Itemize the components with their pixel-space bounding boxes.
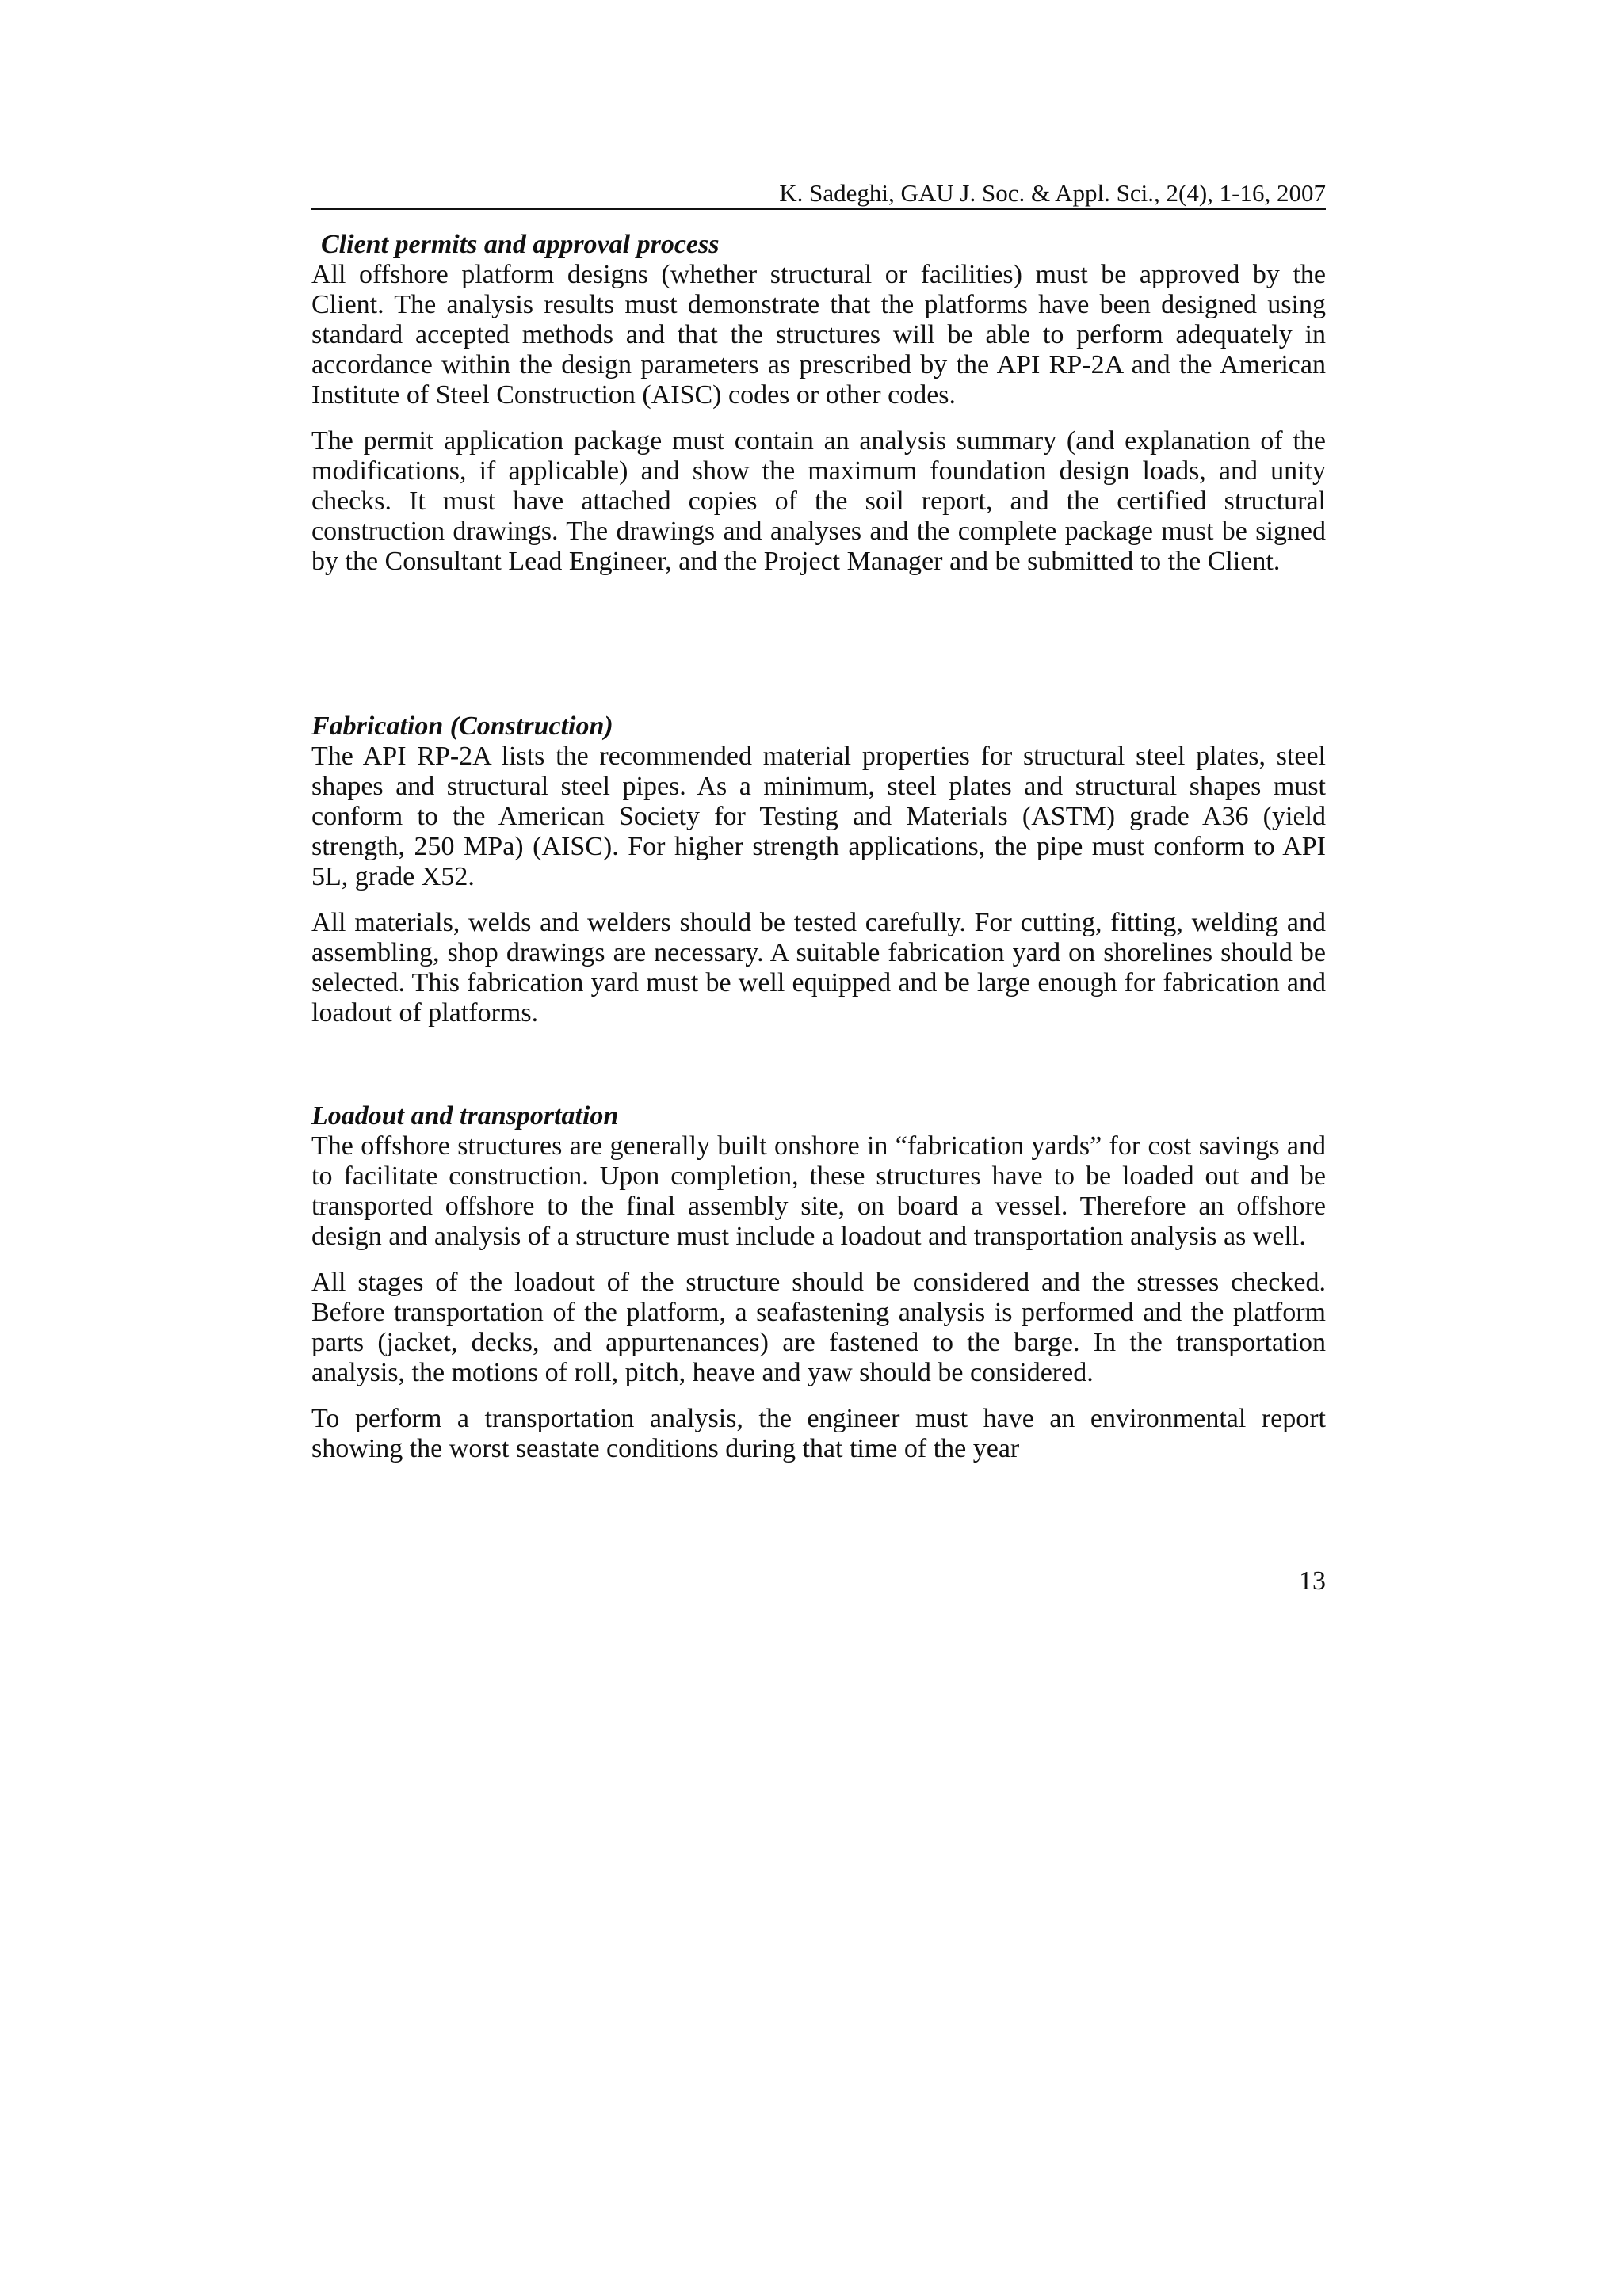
header-rule xyxy=(311,208,1326,210)
section-client-permits xyxy=(311,230,1326,577)
page-number: 13 xyxy=(1299,1566,1326,1596)
section-loadout-transportation xyxy=(311,1101,1326,1464)
paragraph: The permit application package must contain an analysis summary (and explanation of the modifications, if applicable) and show the maximum foundation design loads, and unity checks. It must have attached copies of the soil report, and the certified structural construction drawings. The drawings and analyses and the complete package must be signed by the Consultant Lead Engineer, and the Project Manager and be submitted to the Client. xyxy=(311,426,1326,576)
paragraph: The API RP-2A lists the recommended material properties for structural steel plates, steel shapes and structural steel pipes. As a minimum, steel plates and structural shapes must conform to the American Society for Testing and Materials (ASTM) grade A36 (yield strength, 250 MPa) (AISC). For higher strength applications, the pipe must conform to API 5L, grade X52. xyxy=(311,742,1326,891)
section-heading: Fabrication (Construction) xyxy=(311,711,613,741)
paragraph: The offshore structures are generally built onshore in “fabrication yards” for cost savings and to facilitate construction. Upon completion, these structures have to be loaded out and be transported offshore to the final assembly site, on board a vessel. Therefore an offshore design and analysis of a structure must include a loadout and transportation analysis as well. xyxy=(311,1131,1326,1251)
section-fabrication xyxy=(311,711,1326,1028)
paragraph: To perform a transportation analysis, the engineer must have an environmental report showing the worst seastate conditions during that time of the year xyxy=(311,1404,1326,1463)
section-heading: Loadout and transportation xyxy=(311,1101,619,1131)
paragraph: All stages of the loadout of the structure should be considered and the stresses checked. Before transportation of the platform, a seafastening analysis is performed and the platform parts (jacket, decks, and appurtenances) are fastened to the barge. In the transportation analysis, the motions of roll, pitch, heave and yaw should be considered. xyxy=(311,1268,1326,1387)
paragraph: All materials, welds and welders should be tested carefully. For cutting, fitting, welding and assembling, shop drawings are necessary. A suitable fabrication yard on shorelines should be selected. This fabrication yard must be well equipped and be large enough for fabrication and loadout of platforms. xyxy=(311,908,1326,1028)
paragraph: All offshore platform designs (whether structural or facilities) must be approved by the Client. The analysis results must demonstrate that the platforms have been designed using standard accepted methods and that the structures will be able to perform adequately in accordance within the design parameters as prescribed by the API RP-2A and the American Institute of Steel Construction (AISC) codes or other codes. xyxy=(311,260,1326,410)
section-heading: Client permits and approval process xyxy=(321,230,720,259)
running-header: K. Sadeghi, GAU J. Soc. & Appl. Sci., 2(4), 1-16, 2007 xyxy=(779,179,1326,207)
